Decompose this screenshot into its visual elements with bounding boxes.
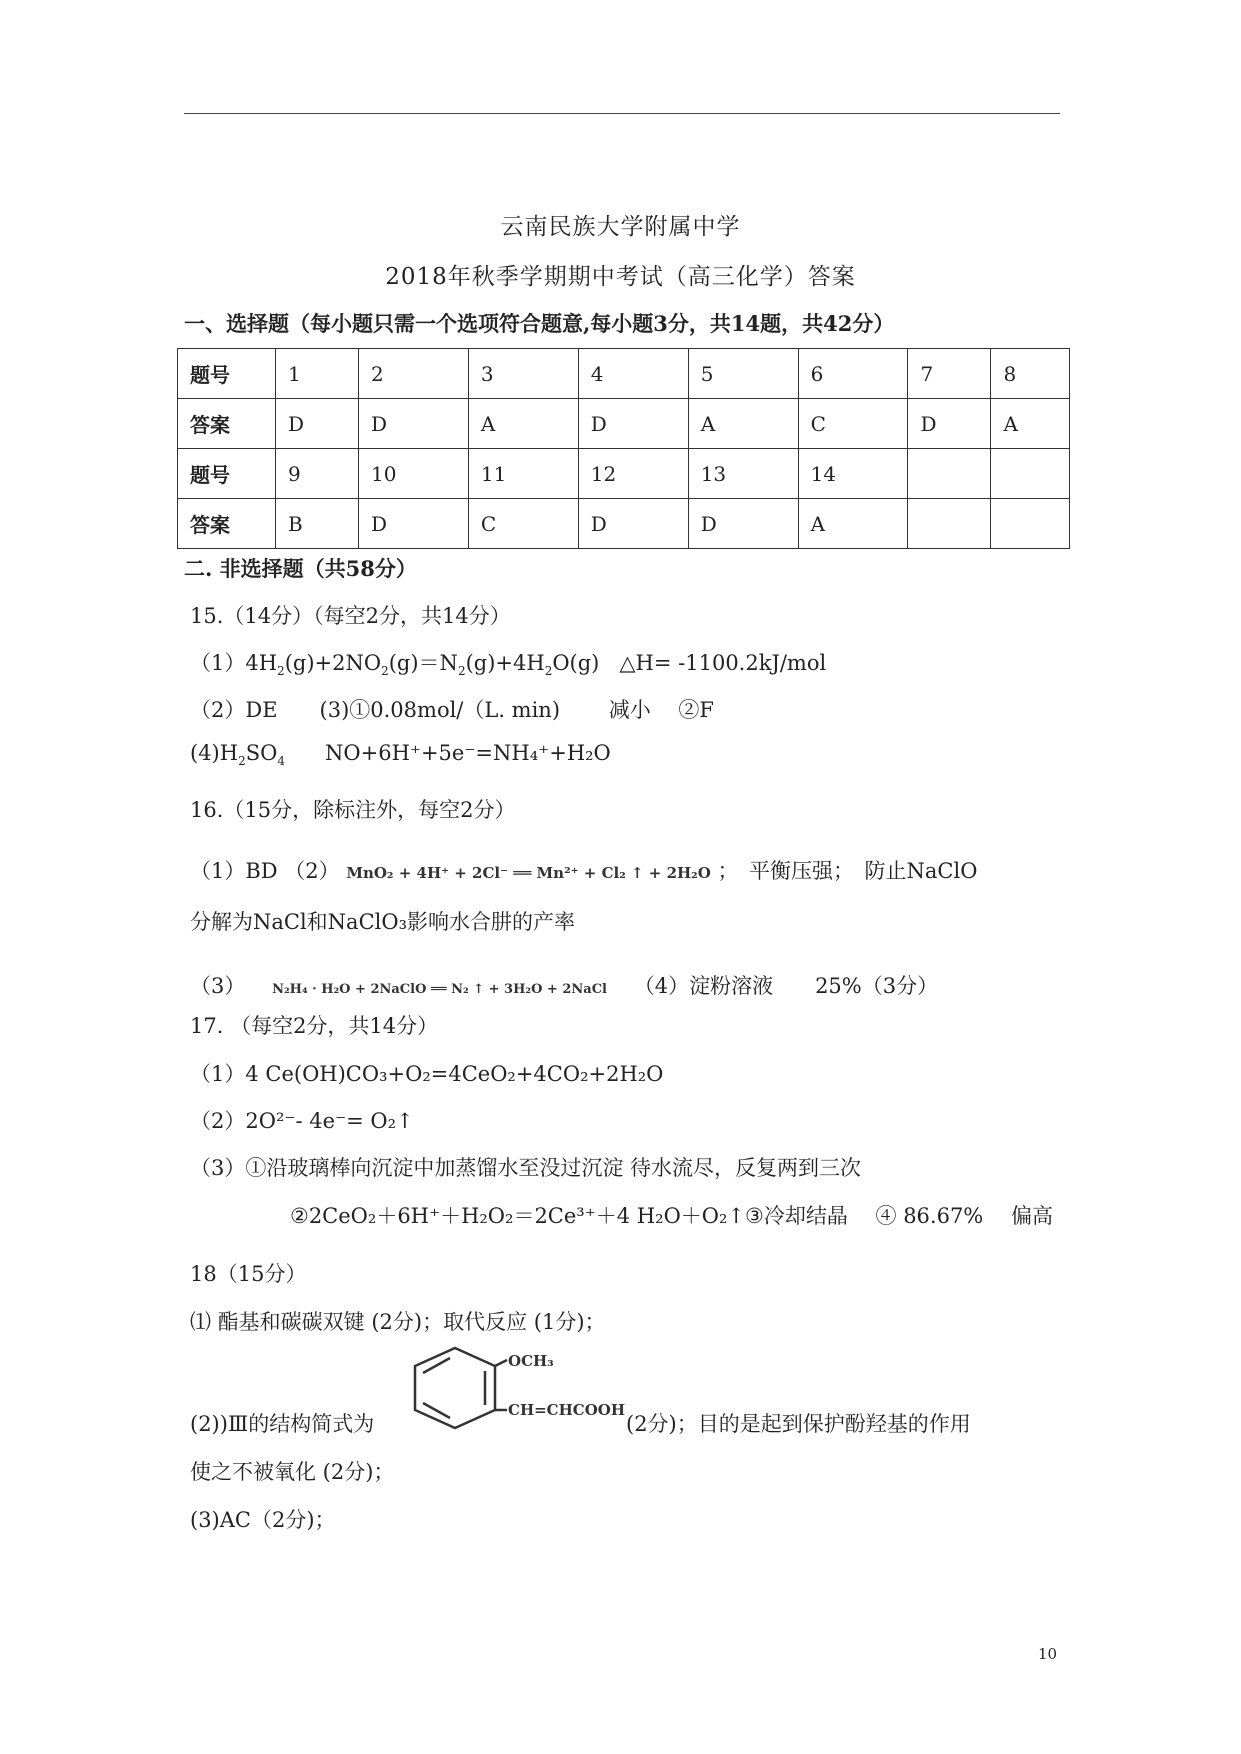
table-cell: 10: [359, 449, 469, 499]
table-cell: 11: [468, 449, 578, 499]
table-row: [178, 499, 1070, 549]
table-cell: D: [359, 399, 469, 449]
q17-line4: ②2CeO₂＋6H⁺＋H₂O₂＝2Ce³⁺＋4 H₂O＋O₂↑③冷却结晶 ④ 86.67% 偏高: [290, 1204, 1053, 1228]
struct-top-label: OCH₃: [508, 1352, 554, 1370]
table-row: [178, 449, 1070, 499]
header-rule: [184, 113, 1060, 114]
table-cell: D: [276, 399, 359, 449]
table-cell: A: [991, 399, 1070, 449]
q16-equation-2: N₂H₄ · H₂O + 2NaClO ══ N₂ ↑ + 3H₂O + 2NaCl: [272, 982, 607, 997]
q18-line1: ⑴ 酯基和碳碳双键 (2分)；取代反应 (1分)；: [190, 1310, 606, 1334]
section2-heading: 二. 非选择题（共58分）: [184, 556, 417, 581]
table-cell: D: [359, 499, 469, 549]
q18-title: 18（15分）: [190, 1262, 307, 1286]
q15-line2: （2）DE (3)①0.08mol/（L. min) 减小 ②F: [190, 698, 714, 722]
section1-heading: 一、选择题（每小题只需一个选项符合题意,每小题3分，共14题，共42分）: [184, 311, 895, 336]
q16-title: 16.（15分，除标注外，每空2分）: [190, 798, 516, 822]
table-row-header: 答案: [178, 499, 276, 549]
table-row: [178, 399, 1070, 449]
page-number: 10: [1038, 1645, 1058, 1663]
q16-line2: 分解为NaCl和NaClO₃影响水合肼的产率: [190, 910, 575, 934]
q16-line3: [190, 970, 938, 1000]
table-cell: 13: [688, 449, 798, 499]
answer-table: [177, 348, 1070, 549]
struct-bottom-label: CH=CHCOOH: [508, 1401, 625, 1419]
q15-line1-prefix: （1）4H: [190, 651, 278, 675]
table-cell: 4: [578, 349, 688, 399]
table-cell: B: [276, 499, 359, 549]
q18-line3: 使之不被氧化 (2分)；: [190, 1460, 395, 1484]
table-row-header: 答案: [178, 399, 276, 449]
table-cell: [908, 499, 991, 549]
q16-line3-b: （4）淀粉溶液 25%（3分）: [633, 974, 939, 998]
table-cell: D: [578, 499, 688, 549]
q17-line3: （3）①沿玻璃棒向沉淀中加蒸馏水至没过沉淀 待水流尽，反复两到三次: [190, 1156, 862, 1180]
school-title: 云南民族大学附属中学: [500, 214, 741, 240]
q16-line1: [190, 855, 977, 885]
table-cell: 6: [798, 349, 908, 399]
q15-title: 15.（14分）（每空2分，共14分）: [190, 604, 511, 628]
table-cell: A: [468, 399, 578, 449]
table-cell: [908, 449, 991, 499]
q16-line1-a: （1）BD （2）: [190, 859, 340, 883]
q17-title: 17. （每空2分，共14分）: [190, 1014, 439, 1038]
q15-line3-rest: NO+6H⁺+5e⁻=NH₄⁺+H₂O: [325, 741, 611, 765]
table-cell: A: [798, 499, 908, 549]
q17-line1: （1）4 Ce(OH)CO₃+O₂=4CeO₂+4CO₂+2H₂O: [190, 1062, 664, 1086]
q18-line2-b: (2分)；目的是起到保护酚羟基的作用: [626, 1412, 971, 1436]
table-cell: [991, 449, 1070, 499]
q15-line1-rest: △H= -1100.2kJ/mol: [619, 651, 827, 675]
table-cell: C: [468, 499, 578, 549]
table-row-header: 题号: [178, 349, 276, 399]
q17-line2: （2）2O²⁻- 4e⁻= O₂↑: [190, 1109, 414, 1133]
table-cell: 3: [468, 349, 578, 399]
table-cell: C: [798, 399, 908, 449]
table-cell: D: [908, 399, 991, 449]
table-cell: 2: [359, 349, 469, 399]
q15-line3: $(4)H_2SO_4$ NO+6H⁺+5e⁻=NH₄⁺+H₂O: [190, 741, 611, 769]
table-cell: 12: [578, 449, 688, 499]
q15-line1: $(1)4H_2(g)+2NO_2(g)=N_2(g)+4H_2O(g)$ △H= -1100.2kJ/mol: [190, 651, 827, 679]
q16-equation-1: MnO₂ + 4H⁺ + 2Cl⁻ ══ Mn²⁺ + Cl₂ ↑ + 2H₂O: [346, 864, 711, 882]
table-cell: A: [688, 399, 798, 449]
table-row: [178, 349, 1070, 399]
q16-line3-a: （3）: [190, 974, 246, 998]
table-cell: 1: [276, 349, 359, 399]
q18-line2-a: (2))Ⅲ的结构简式为: [190, 1412, 375, 1436]
q15-line3-prefix: (4)H: [190, 741, 239, 765]
benzene-structure-diagram: [405, 1338, 625, 1458]
table-cell: 14: [798, 449, 908, 499]
table-cell: 9: [276, 449, 359, 499]
q18-line4: (3)AC（2分)；: [190, 1508, 336, 1532]
table-row-header: 题号: [178, 449, 276, 499]
table-cell: D: [688, 499, 798, 549]
table-cell: 7: [908, 349, 991, 399]
table-cell: D: [578, 399, 688, 449]
table-cell: 5: [688, 349, 798, 399]
table-cell: [991, 499, 1070, 549]
q16-line1-b: ； 平衡压强； 防止NaClO: [717, 859, 978, 883]
exam-title: 2018年秋季学期期中考试（高三化学）答案: [385, 264, 856, 290]
table-cell: 8: [991, 349, 1070, 399]
